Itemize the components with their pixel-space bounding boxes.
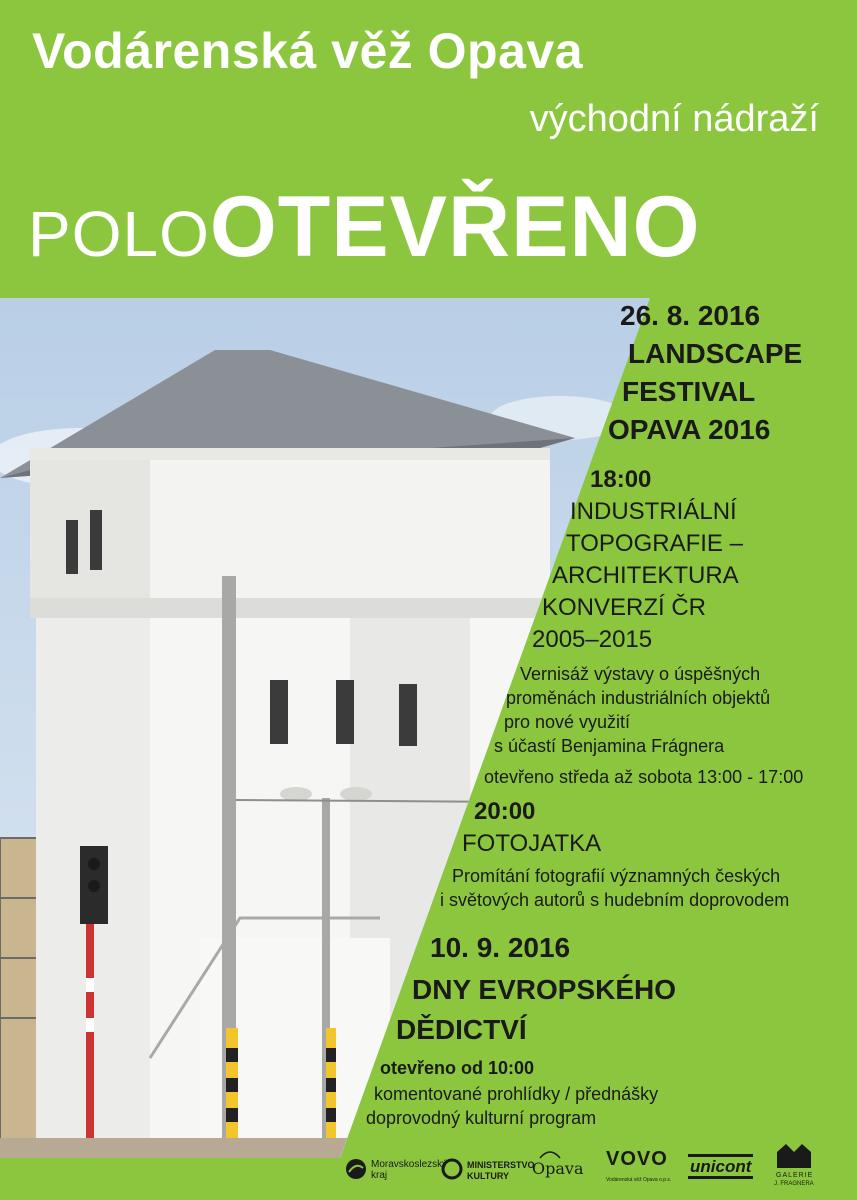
mk-name-line2: KULTURY	[467, 1171, 509, 1181]
event1-name-line2: FESTIVAL	[622, 376, 756, 407]
event1-desc-line3: pro nové využití	[504, 712, 631, 732]
poster-title: Vodárenská věž Opava	[32, 23, 584, 79]
event2-desc-line1: komentované prohlídky / přednášky	[374, 1084, 659, 1104]
event2-date: 10. 9. 2016	[430, 932, 571, 963]
unicont-name: unicont	[688, 1154, 753, 1179]
exhibit-line1: INDUSTRIÁLNÍ	[570, 498, 737, 525]
galerie-house-icon	[777, 1142, 811, 1168]
vovo-subtitle: Vodárenská věž Opava o.p.s.	[606, 1177, 672, 1183]
msk-name-line1: Moravskoslezský	[371, 1159, 448, 1170]
poster-headline	[28, 178, 700, 277]
event1-time-1800: 18:00	[590, 466, 652, 493]
galerie-name-line1: GALERIE	[776, 1172, 814, 1179]
event1-date: 26. 8. 2016	[620, 300, 761, 331]
event1-hours: otevřeno středa až sobota 13:00 - 17:00	[484, 767, 804, 787]
unicont-logo	[688, 1154, 758, 1182]
event2-name-line2: DĚDICTVÍ	[396, 1014, 527, 1045]
fotojatka-desc-line1: Promítání fotografií významných českých	[452, 866, 781, 886]
mk-name-line1: MINISTERSTVO	[467, 1160, 535, 1170]
event1-name-line1: LANDSCAPE	[628, 338, 803, 369]
vovo-name: VOVO	[606, 1148, 668, 1170]
galerie-logo	[774, 1142, 814, 1198]
event2-name-line1: DNY EVROPSKÉHO	[412, 974, 676, 1005]
poster-subtitle: východní nádraží	[529, 98, 819, 140]
event1-desc-line1: Vernisáž výstavy o úspěšných	[520, 664, 761, 684]
event1-time-2000: 20:00	[474, 798, 536, 825]
msk-emblem-icon	[345, 1158, 367, 1180]
event1-name-line3: OPAVA 2016	[608, 414, 771, 445]
exhibit-line4: KONVERZÍ ČR	[542, 594, 707, 621]
exhibit-line5: 2005–2015	[532, 626, 653, 653]
opava-name: Opava	[532, 1159, 584, 1178]
headline-otevreno: OTEVŘENO	[209, 179, 701, 275]
fotojatka-title: FOTOJATKA	[462, 830, 602, 857]
event2-desc-line2: doprovodný kulturní program	[366, 1108, 597, 1128]
vovo-logo	[606, 1148, 676, 1190]
exhibit-line2: TOPOGRAFIE –	[566, 530, 743, 557]
event1-desc-line4: s účastí Benjamina Frágnera	[494, 736, 725, 756]
exhibit-line3: ARCHITEKTURA	[552, 562, 739, 589]
event2-open: otevřeno od 10:00	[380, 1058, 535, 1078]
headline-polo: POLO	[28, 198, 210, 270]
opava-logo	[528, 1146, 588, 1182]
event1-desc-line2: proměnách industriálních objektů	[506, 688, 771, 708]
msk-name-line2: kraj	[371, 1170, 388, 1181]
mk-emblem-icon	[441, 1158, 463, 1180]
galerie-name-line2: J. FRAGNERA	[774, 1181, 814, 1187]
fotojatka-desc-line2: i světových autorů s hudebním doprovodem	[440, 890, 790, 910]
header-band	[0, 0, 857, 298]
partner-logos	[0, 1140, 857, 1200]
